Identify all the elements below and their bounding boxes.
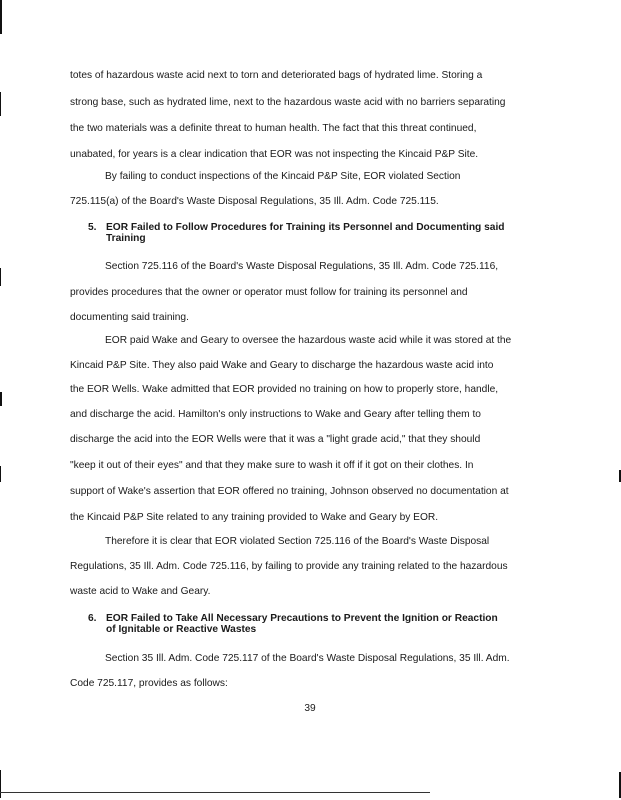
scan-edge-mark (0, 0, 2, 34)
body-line: By failing to conduct inspections of the Kincaid P&P Site, EOR violated Section (105, 171, 461, 182)
body-line: "keep it out of their eyes" and that they make sure to wash it off if it got on their clothes. In (70, 460, 474, 471)
body-line: the two materials was a definite threat to human health. The fact that this threat continued, (70, 123, 477, 134)
scan-edge-mark (0, 92, 1, 116)
body-line: totes of hazardous waste acid next to torn and deteriorated bags of hydrated lime. Storing a (70, 70, 483, 81)
body-line: Code 725.117, provides as follows: (70, 678, 228, 689)
body-line: support of Wake's assertion that EOR offered no training, Johnson observed no documentation at (70, 486, 509, 497)
body-line: unabated, for years is a clear indication that EOR was not inspecting the Kincaid P&P Site. (70, 149, 479, 160)
body-line: Kincaid P&P Site. They also paid Wake and Geary to discharge the hazardous waste acid into (70, 360, 494, 371)
body-line: Regulations, 35 Ill. Adm. Code 725.116, by failing to provide any training related to the hazardous (70, 561, 508, 572)
body-line: EOR paid Wake and Geary to oversee the hazardous waste acid while it was stored at the (105, 335, 512, 346)
body-line: discharge the acid into the EOR Wells were that it was a "light grade acid," that they should (70, 434, 481, 445)
body-line: Section 35 Ill. Adm. Code 725.117 of the Board's Waste Disposal Regulations, 35 Ill. Adm. (105, 653, 510, 664)
scan-edge-mark (0, 392, 2, 406)
body-line: the Kincaid P&P Site related to any training provided to Wake and Geary by EOR. (70, 512, 439, 523)
body-line: and discharge the acid. Hamilton's only instructions to Wake and Geary after telling them to (70, 409, 481, 420)
scan-edge-mark (0, 770, 1, 798)
heading-line: EOR Failed to Follow Procedures for Training its Personnel and Documenting said (106, 222, 505, 233)
heading-number: 6. (88, 613, 97, 624)
body-line: documenting said training. (70, 312, 189, 323)
heading-number: 5. (88, 222, 97, 233)
body-line: 725.115(a) of the Board's Waste Disposal Regulations, 35 Ill. Adm. Code 725.115. (70, 196, 439, 207)
body-line: waste acid to Wake and Geary. (70, 586, 211, 597)
heading-line: Training (106, 233, 146, 244)
body-line: Section 725.116 of the Board's Waste Disposal Regulations, 35 Ill. Adm. Code 725.116, (105, 261, 499, 272)
heading-line: EOR Failed to Take All Necessary Precautions to Prevent the Ignition or Reaction (106, 613, 498, 624)
body-line: Therefore it is clear that EOR violated Section 725.116 of the Board's Waste Disposal (105, 536, 490, 547)
page-number: 39 (304, 703, 316, 714)
heading-line: of Ignitable or Reactive Wastes (106, 624, 257, 635)
bottom-rule (0, 792, 430, 793)
section-heading-5 (88, 222, 558, 244)
body-line: strong base, such as hydrated lime, next to the hazardous waste acid with no barriers separating (70, 97, 506, 108)
scan-edge-mark (0, 268, 1, 286)
body-line: provides procedures that the owner or operator must follow for training its personnel and (70, 287, 468, 298)
section-heading-6 (88, 613, 558, 635)
body-line: the EOR Wells. Wake admitted that EOR provided no training on how to properly store, handle, (70, 384, 499, 395)
scan-edge-mark (0, 466, 1, 482)
